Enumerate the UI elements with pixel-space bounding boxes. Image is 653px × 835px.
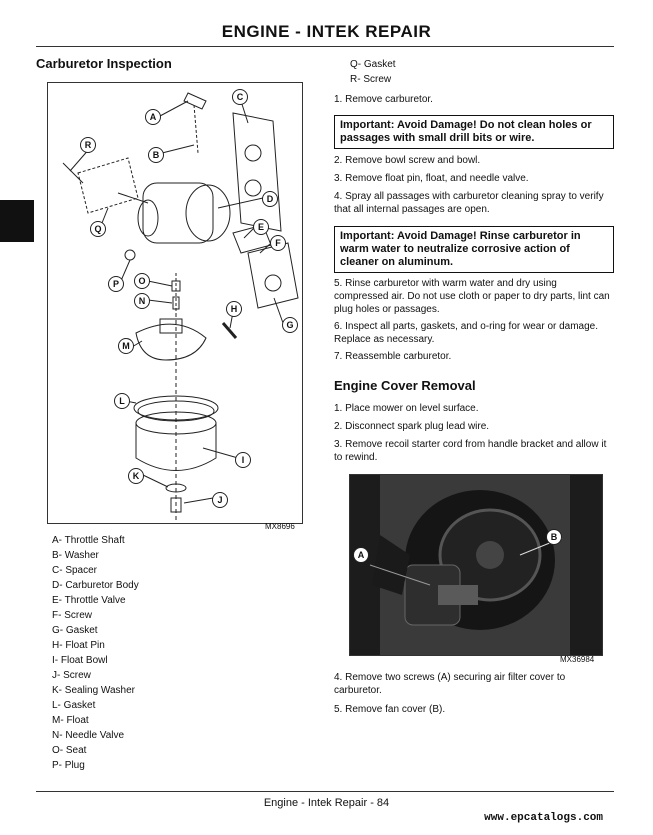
step-2: 2. Remove bowl screw and bowl. [334,155,481,166]
section-tab [0,200,34,242]
callout-b: B [148,147,164,163]
step-3: 3. Remove float pin, float, and needle valve. [334,173,529,184]
legend-item: N- Needle Valve [52,730,125,741]
callout-o: O [134,273,150,289]
figure-id: MX8696 [265,522,295,531]
section-heading-engine-cover: Engine Cover Removal [334,378,476,393]
legend-item: I- Float Bowl [52,655,108,666]
step-1: 1. Remove carburetor. [334,94,433,105]
callout-h: H [226,301,242,317]
legend-item: E- Throttle Valve [52,595,126,606]
footer-url-link[interactable]: www.epcatalogs.com [484,812,603,824]
section-heading-carburetor: Carburetor Inspection [36,56,172,71]
callout-j: J [212,492,228,508]
callout-l: L [114,393,130,409]
footer-rule [36,791,614,792]
photo-id: MX36984 [560,655,595,664]
engine-cover-step-4: 4. Remove two screws (A) securing air filter cover to carburetor. [334,672,566,696]
callout-c: C [232,89,248,105]
callout-f: F [270,235,286,251]
legend-item: Q- Gasket [350,59,396,70]
callout-k: K [128,468,144,484]
engine-cover-step-3: 3. Remove recoil starter cord from handle bracket and allow it to rewind. [334,439,607,463]
step-7: 7. Reassemble carburetor. [334,351,452,362]
photo-callout-b: B [546,529,562,545]
page-footer: Engine - Intek Repair - 84 [263,797,390,809]
legend-item: L- Gasket [52,700,96,711]
legend-item: M- Float [52,715,89,726]
callout-d: D [262,191,278,207]
legend-item: K- Sealing Washer [52,685,135,696]
warning-box-2: Important: Avoid Damage! Rinse carburetor in warm water to neutralize corrosive action of cleaner on aluminum. [334,226,614,273]
legend-item: G- Gasket [52,625,98,636]
carburetor-exploded-diagram [47,82,303,524]
legend-item: D- Carburetor Body [52,580,139,591]
legend-item: C- Spacer [52,565,98,576]
callout-q: Q [90,221,106,237]
legend-item: B- Washer [52,550,99,561]
legend-item: H- Float Pin [52,640,105,651]
page-title: ENGINE - INTEK REPAIR [221,22,432,41]
engine-photo-drawing [350,475,602,655]
callout-n: N [134,293,150,309]
callout-a: A [145,109,161,125]
legend-item: P- Plug [52,760,85,771]
engine-cover-step-2: 2. Disconnect spark plug lead wire. [334,421,490,432]
callout-r: R [80,137,96,153]
step-6: 6. Inspect all parts, gaskets, and o-ring for wear or damage. Replace as necessary. [334,321,599,345]
warning-box-1: Important: Avoid Damage! Do not clean holes or passages with small drill bits or wire. [334,115,614,149]
step-5: 5. Rinse carburetor with warm water and dry using compressed air. Do not use cloth or paper to dry parts, lint can plug holes or passages. [334,278,610,315]
engine-cover-step-5: 5. Remove fan cover (B). [334,704,446,715]
engine-photo [349,474,603,656]
header-rule [36,46,614,47]
legend-item: R- Screw [350,74,392,85]
legend-item: J- Screw [52,670,91,681]
callout-m: M [118,338,134,354]
legend-item: O- Seat [52,745,87,756]
callout-e: E [253,219,269,235]
callout-p: P [108,276,124,292]
legend-item: A- Throttle Shaft [52,535,125,546]
photo-callout-a: A [353,547,369,563]
legend-item: F- Screw [52,610,92,621]
engine-cover-step-1: 1. Place mower on level surface. [334,403,479,414]
callout-i: I [235,452,251,468]
parts-legend-continued [350,57,396,87]
step-4: 4. Spray all passages with carburetor cleaning spray to verify that all internal passages are open. [334,191,604,215]
parts-legend [52,533,139,773]
callout-g: G [282,317,298,333]
